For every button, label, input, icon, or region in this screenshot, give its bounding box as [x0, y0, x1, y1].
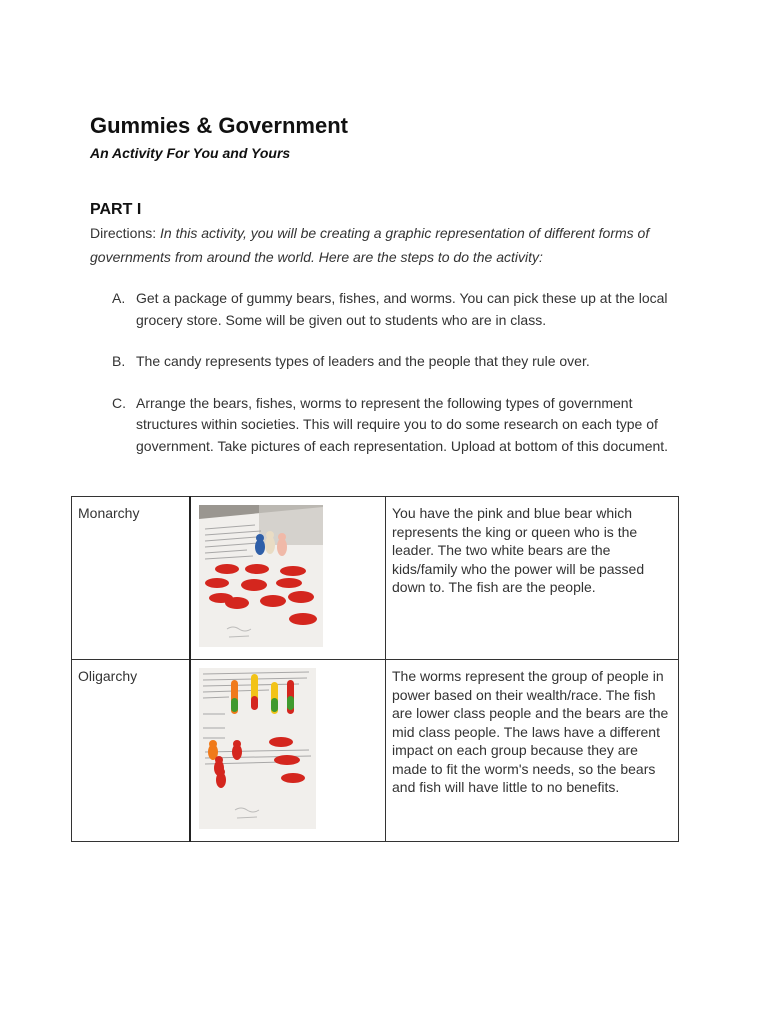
directions-label: Directions: [90, 225, 157, 241]
photo-cell [190, 660, 386, 842]
step-item [90, 351, 690, 373]
step-text: Arrange the bears, fishes, worms to represent the following types of government structures within societies. This will require you to do some research on each type of government. Take pictures of each representation. Upload at bottom of this document. [136, 394, 669, 454]
bears-group [255, 531, 287, 556]
monarchy-photo [199, 505, 323, 647]
table-row [72, 497, 679, 660]
monarchy-photo-image [199, 505, 323, 647]
step-text: The candy represents types of leaders and the people that they rule over. [136, 353, 590, 369]
step-item [90, 393, 690, 458]
government-name-cell [72, 660, 191, 842]
document-title: Gummies & Government [90, 113, 348, 138]
document-subtitle: An Activity For You and Yours [90, 145, 291, 161]
description-cell [386, 660, 679, 842]
table-row [72, 660, 679, 842]
government-description: The worms represent the group of people in power based on their wealth/race. The fish are lower class people and the bears are the mid class people. The laws have a different impact on each group because they are made to fit the worm's needs, so the bears and fish will have little to no benefits. [392, 668, 669, 795]
government-description: You have the pink and blue bear which represents the king or queen who is the leader. The two white bears are the kids/family who the power will be passed down to. The fish are the people. [392, 505, 645, 595]
government-name: Oligarchy [78, 668, 138, 684]
step-marker: C. [112, 394, 126, 411]
government-name-cell [72, 497, 191, 660]
photo-cell [190, 497, 386, 660]
steps-list [90, 288, 690, 477]
step-marker: B. [112, 353, 126, 369]
step-item [90, 288, 690, 331]
government-name: Monarchy [78, 505, 140, 521]
directions-text: In this activity, you will be creating a graphic representation of different forms of governments from around the world. Here are the steps to do the activity: [90, 225, 650, 265]
step-text: Get a package of gummy bears, fishes, and worms. You can pick these up at the local grocery store. Some will be given out to students who are in class. [136, 290, 668, 328]
directions-paragraph [90, 221, 660, 269]
oligarchy-photo-image [199, 668, 316, 829]
description-cell [386, 497, 679, 660]
oligarchy-photo [199, 668, 316, 829]
step-marker: A. [112, 290, 126, 306]
part-heading: PART I [90, 201, 142, 218]
government-table [71, 496, 679, 842]
